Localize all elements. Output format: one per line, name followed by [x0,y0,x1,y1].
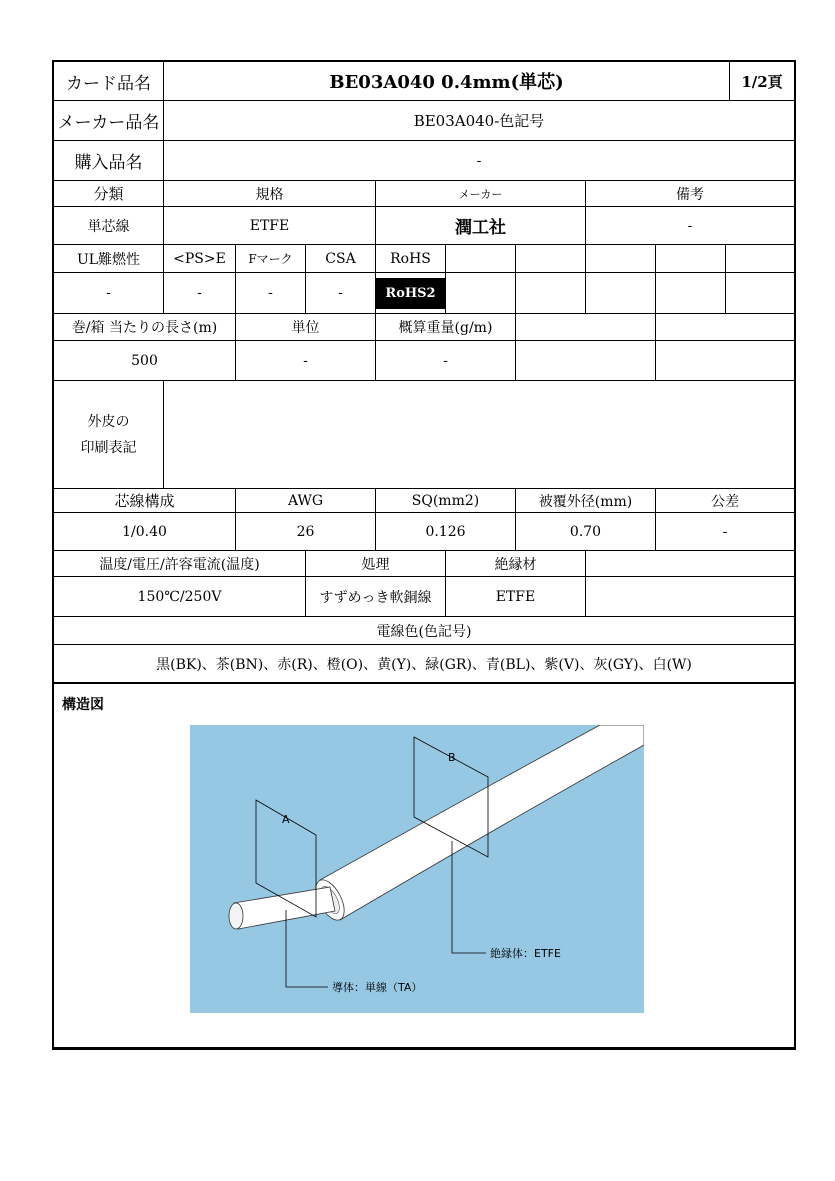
unit-value: - [236,341,376,381]
awg-value: 26 [236,513,376,551]
outer-diameter-value: 0.70 [516,513,656,551]
standard-header: 規格 [164,181,376,207]
conductor-callout: 導体：単線（TA） [332,981,423,994]
blank-header [516,245,586,273]
standard-value: ETFE [164,207,376,245]
purchase-name-value: - [164,141,794,181]
insulation-callout: 絶縁体：ETFE [490,947,561,960]
structure-diagram-title: 構造図 [62,697,104,713]
classification-value: 単芯線 [54,207,164,245]
maker-header: メーカー [376,181,586,207]
temp-voltage-value: 150℃/250V [54,577,306,617]
maker-name-value: BE03A040-色記号 [164,101,794,141]
classification-header: 分類 [54,181,164,207]
card-name-label: カード品名 [54,62,164,101]
section-label-a: A [282,813,290,826]
weight-header: 概算重量(g/m) [376,314,516,341]
treatment-value: すずめっき軟銅線 [306,577,446,617]
blank-header [726,245,794,273]
sq-header: SQ(mm2) [376,489,516,513]
blank-cell [586,273,656,314]
maker-value: 潤工社 [376,207,586,245]
temp-voltage-header: 温度/電圧/許容電流(温度) [54,551,306,577]
remarks-header: 備考 [586,181,794,207]
blank-cell [726,273,794,314]
remarks-value: - [586,207,794,245]
rohs-header: RoHS [376,245,446,273]
strand-construction-value: 1/0.40 [54,513,236,551]
blank-cell [516,341,656,381]
ul-flame-header: UL難燃性 [54,245,164,273]
pse-value: - [164,273,236,314]
jacket-printing-label [54,381,164,489]
blank-header [656,314,794,341]
pse-header: <PS>E [164,245,236,273]
csa-value: - [306,273,376,314]
jacket-printing-label-line1: 外皮の [87,413,130,430]
insulation-header: 絶縁材 [446,551,586,577]
f-mark-value: - [236,273,306,314]
ul-flame-value: - [54,273,164,314]
f-mark-header: Fマーク [236,245,306,273]
length-per-reel-value: 500 [54,341,236,381]
card-name-value: BE03A040 0.4mm(単芯) [164,62,730,101]
wire-color-header: 電線色(色記号) [54,617,794,645]
page-number: 1/2頁 [730,62,794,101]
sq-value: 0.126 [376,513,516,551]
purchase-name-label: 購入品名 [54,141,164,181]
blank-header [586,245,656,273]
wire-color-list: 黒(BK)、茶(BN)、赤(R)、橙(O)、黄(Y)、緑(GR)、青(BL)、紫(V)、灰(GY)、白(W) [54,645,794,684]
weight-value: - [376,341,516,381]
section-label-b: B [448,751,456,764]
blank-cell [656,273,726,314]
blank-header [446,245,516,273]
outer-diameter-header: 被覆外径(mm) [516,489,656,513]
maker-name-label: メーカー品名 [54,101,164,141]
blank-header [586,551,794,577]
blank-cell [656,341,794,381]
strand-construction-header: 芯線構成 [54,489,236,513]
tolerance-header: 公差 [656,489,794,513]
blank-header [656,245,726,273]
rohs2-badge: RoHS2 [376,278,444,309]
awg-header: AWG [236,489,376,513]
rohs-value-cell [376,273,446,314]
conductor-end [229,903,243,929]
blank-cell [516,273,586,314]
blank-cell [586,577,794,617]
tolerance-value: - [656,513,794,551]
jacket-printing-label-line2: 印刷表記 [80,439,137,456]
treatment-header: 処理 [306,551,446,577]
length-per-reel-header: 巻/箱 当たりの長さ(m) [54,314,236,341]
blank-header [516,314,656,341]
spec-card [52,60,796,1050]
unit-header: 単位 [236,314,376,341]
jacket-printing-value [164,381,794,489]
blank-cell [446,273,516,314]
insulation-value: ETFE [446,577,586,617]
cable-structure-diagram [190,725,644,1013]
csa-header: CSA [306,245,376,273]
